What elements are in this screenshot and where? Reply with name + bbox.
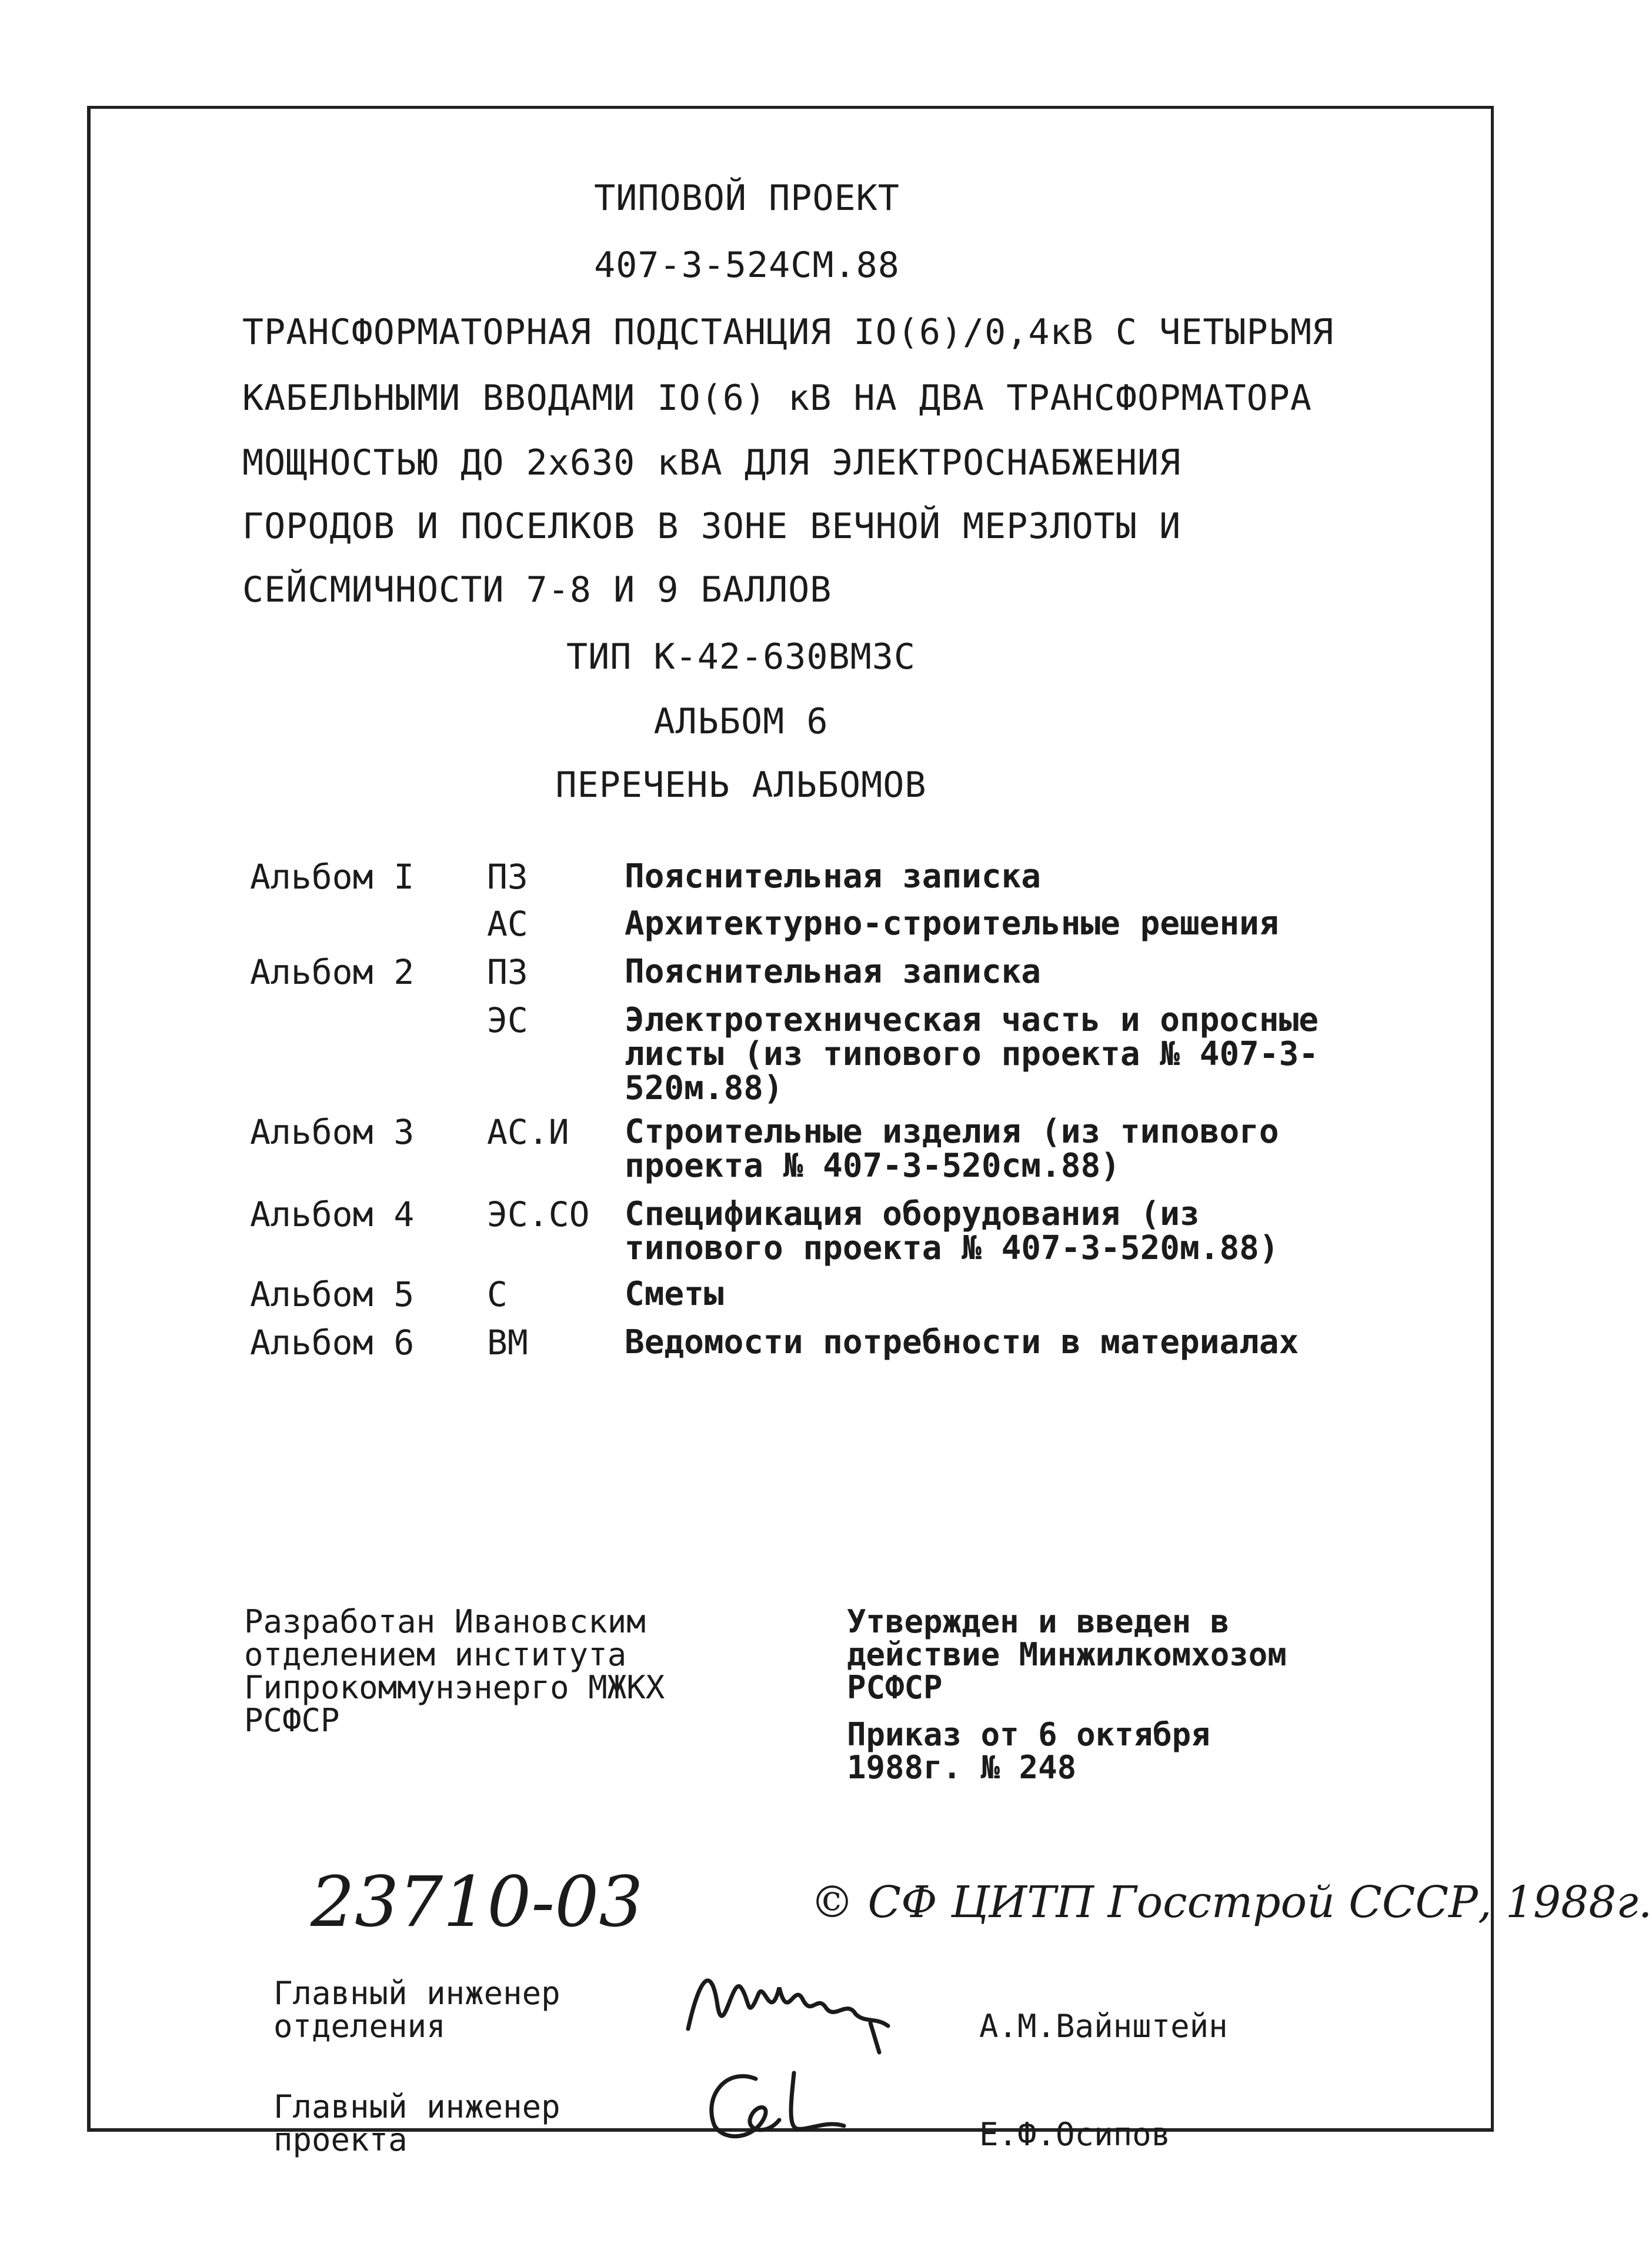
album-cell: Альбом 2: [250, 952, 415, 992]
title-line: ТРАНСФОРМАТОРНАЯ ПОДСТАНЦИЯ IO(6)/0,4кВ С ЧЕТЫРЬМЯ: [242, 312, 1334, 353]
approval-note: Утвержден и введен в действие Минжилкомхозом РСФСР: [847, 1603, 1287, 1706]
album-cell: Альбом 6: [250, 1323, 415, 1363]
signature-name: А.М.Вайнштейн: [979, 2008, 1228, 2045]
copyright-stamp: © СФ ЦИТП Госстрой СССР, 1988г.: [810, 1877, 1652, 1928]
doc-type: ТИПОВОЙ ПРОЕКТ: [594, 178, 900, 219]
album-cell: Альбом 5: [250, 1274, 415, 1314]
title-line: СЕЙСМИЧНОСТИ 7-8 И 9 БАЛЛОВ: [242, 569, 832, 610]
code-cell: ПЗ: [487, 857, 528, 897]
title-line: МОЩНОСТЬЮ ДО 2х630 кВА ДЛЯ ЭЛЕКТРОСНАБЖЕНИЯ: [242, 442, 1182, 483]
developer-note: Разработан Ивановским отделением института Гипрокоммунэнерго МЖКХ РСФСР: [244, 1603, 665, 1739]
album-label: АЛЬБОМ 6: [653, 701, 829, 742]
type-label: ТИП К-42-630ВМЗС: [566, 636, 916, 677]
album-cell: Альбом 4: [250, 1194, 415, 1234]
desc-cell: Ведомости потребности в материалах: [625, 1323, 1299, 1361]
title-line: КАБЕЛЬНЫМИ ВВОДАМИ IO(6) кВ НА ДВА ТРАНСФОРМАТОРА: [242, 378, 1313, 419]
code-cell: ВМ: [487, 1323, 528, 1363]
desc-cell: Электротехническая часть и опросные листы (из типового проекта № 407-3-520м.88): [625, 1001, 1319, 1107]
code-cell: ЭС: [487, 1000, 528, 1040]
desc-cell: Сметы: [625, 1275, 724, 1313]
desc-cell: Спецификация оборудования (из типового проекта № 407-3-520м.88): [625, 1195, 1279, 1267]
code-cell: ЭС.СО: [487, 1194, 590, 1234]
desc-cell: Архитектурно-строительные решения: [625, 904, 1279, 943]
code-cell: С: [487, 1274, 508, 1314]
approval-order: Приказ от 6 октября 1988г. № 248: [847, 1716, 1210, 1786]
code-cell: ПЗ: [487, 952, 528, 992]
signature-role: Главный инженер проекта: [273, 2088, 560, 2158]
signature-mark: [691, 2061, 879, 2149]
list-title: ПЕРЕЧЕНЬ АЛЬБОМОВ: [555, 764, 927, 806]
title-line: ГОРОДОВ И ПОСЕЛКОВ В ЗОНЕ ВЕЧНОЙ МЕРЗЛОТЫ И: [242, 506, 1182, 547]
signature-role: Главный инженер отделения: [273, 1975, 560, 2045]
desc-cell: Пояснительная записка: [625, 857, 1042, 896]
code-cell: АС: [487, 904, 528, 944]
inventory-number: 23710-03: [311, 1861, 643, 1942]
project-number: 407-3-524СМ.88: [594, 245, 900, 286]
album-cell: Альбом I: [250, 857, 415, 897]
desc-cell: Строительные изделия (из типового проекта № 407-3-520см.88): [625, 1113, 1279, 1185]
desc-cell: Пояснительная записка: [625, 953, 1042, 991]
signature-name: Е.Ф.Осипов: [979, 2116, 1171, 2153]
signature-mark: [676, 1952, 923, 2058]
code-cell: АС.И: [487, 1112, 569, 1152]
album-cell: Альбом 3: [250, 1112, 415, 1152]
